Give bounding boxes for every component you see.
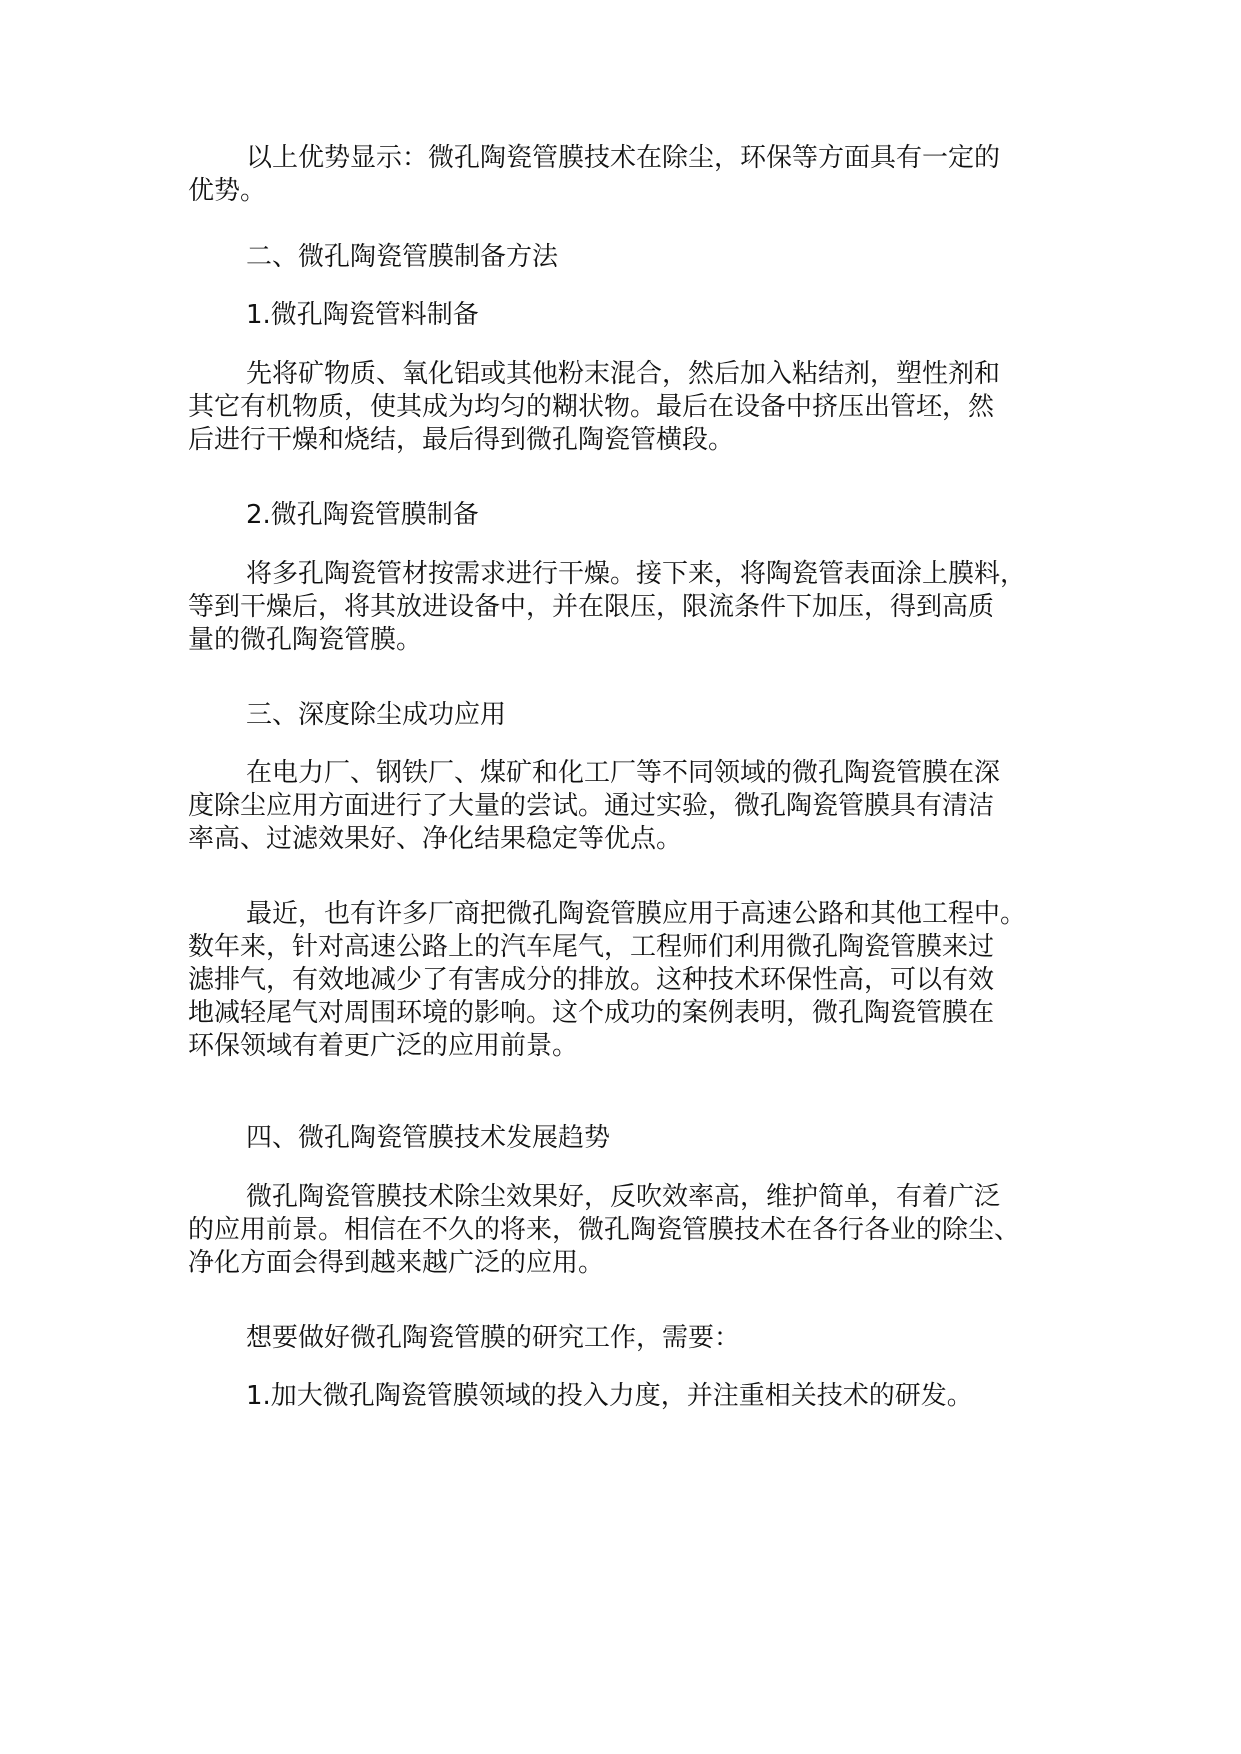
text-line: 后进行干燥和烧结，最后得到微孔陶瓷管横段。 xyxy=(188,425,735,455)
text-line: 率高、过滤效果好、净化结果稳定等优点。 xyxy=(188,824,683,854)
paragraph-deep-dedusting xyxy=(188,757,1088,856)
heading-subsection-2-2 xyxy=(188,499,1088,532)
text-line: 的应用前景。相信在不久的将来，微孔陶瓷管膜技术在各行各业的除尘、 xyxy=(188,1215,1021,1245)
text-line: 将多孔陶瓷管材按需求进行干燥。接下来，将陶瓷管表面涂上膜料， xyxy=(246,559,1027,589)
text-line: 等到干燥后，将其放进设备中，并在限压，限流条件下加压，得到高质 xyxy=(188,592,995,622)
paragraph-development-trend xyxy=(188,1181,1088,1280)
heading-text: 1.微孔陶瓷管料制备 xyxy=(246,300,479,330)
text-line: 环保领域有着更广泛的应用前景。 xyxy=(188,1031,579,1061)
paragraph-highway-application xyxy=(188,898,1088,1063)
text-line: 净化方面会得到越来越广泛的应用。 xyxy=(188,1248,605,1278)
text-line: 其它有机物质，使其成为均匀的糊状物。最后在设备中挤压出管坯，然 xyxy=(188,392,995,422)
text-line: 微孔陶瓷管膜技术除尘效果好，反吹效率高，维护简单，有着广泛 xyxy=(246,1182,1001,1212)
text-line: 以上优势显示：微孔陶瓷管膜技术在除尘，环保等方面具有一定的 xyxy=(246,143,1001,173)
text-line: 滤排气，有效地减少了有害成分的排放。这种技术环保性高，可以有效 xyxy=(188,965,995,995)
paragraph-research-needs xyxy=(188,1322,1088,1355)
heading-section-2 xyxy=(188,241,1088,274)
heading-section-4 xyxy=(188,1122,1088,1155)
text-line: 地减轻尾气对周围环境的影响。这个成功的案例表明，微孔陶瓷管膜在 xyxy=(188,998,995,1028)
heading-text: 二、微孔陶瓷管膜制备方法 xyxy=(246,242,559,272)
text-line: 度除尘应用方面进行了大量的尝试。通过实验，微孔陶瓷管膜具有清洁 xyxy=(188,791,995,821)
paragraph-tube-material-prep xyxy=(188,358,1088,457)
paragraph-tube-membrane-prep xyxy=(188,558,1088,657)
text-line: 数年来，针对高速公路上的汽车尾气，工程师们利用微孔陶瓷管膜来过 xyxy=(188,932,995,962)
paragraph-advantage-summary xyxy=(188,142,1088,208)
text-line: 先将矿物质、氧化铝或其他粉末混合，然后加入粘结剂，塑性剂和 xyxy=(246,359,1001,389)
text-line: 优势。 xyxy=(188,176,267,206)
heading-text: 三、深度除尘成功应用 xyxy=(246,700,507,730)
text-line: 最近，也有许多厂商把微孔陶瓷管膜应用于高速公路和其他工程中。 xyxy=(246,899,1027,929)
heading-subsection-2-1 xyxy=(188,299,1088,332)
heading-text: 四、微孔陶瓷管膜技术发展趋势 xyxy=(246,1123,611,1153)
text-line: 在电力厂、钢铁厂、煤矿和化工厂等不同领域的微孔陶瓷管膜在深 xyxy=(246,758,1001,788)
text-line: 量的微孔陶瓷管膜。 xyxy=(188,625,423,655)
text-line: 想要做好微孔陶瓷管膜的研究工作，需要： xyxy=(246,1323,741,1353)
text-line: 1.加大微孔陶瓷管膜领域的投入力度，并注重相关技术的研发。 xyxy=(246,1381,973,1411)
list-item-1 xyxy=(188,1380,1088,1413)
heading-section-3 xyxy=(188,699,1088,732)
heading-text: 2.微孔陶瓷管膜制备 xyxy=(246,500,479,530)
